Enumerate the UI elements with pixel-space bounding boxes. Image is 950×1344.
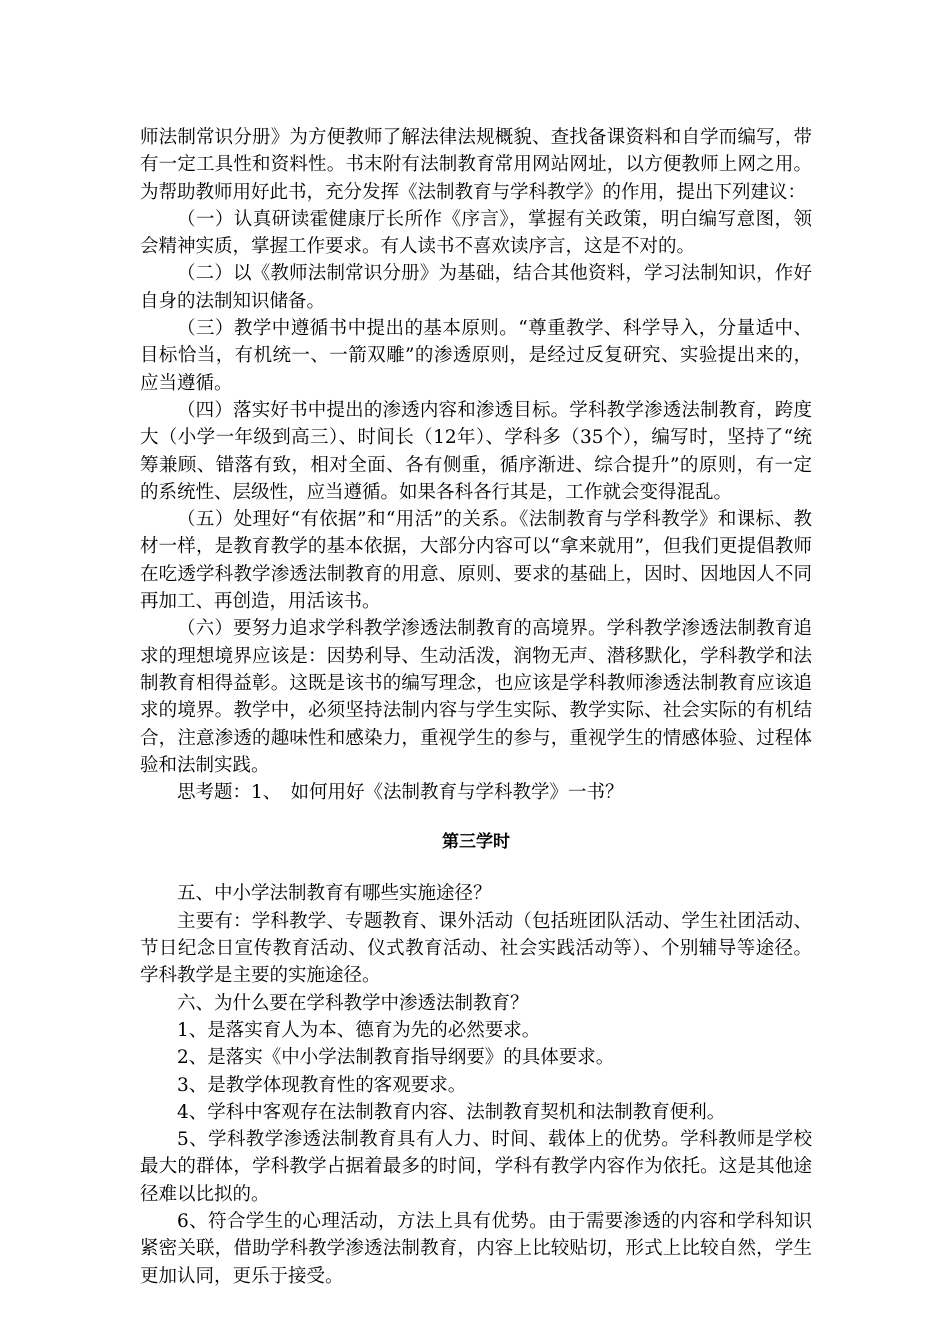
q6-item-5: 5、学科教学渗透法制教育具有人力、时间、载体上的优势。学科教师是学校最大的群体，学科教学占据着最多的时间，学科有教学内容作为依托。这是其他途径难以比拟的。 bbox=[140, 1129, 812, 1205]
section-title: 第三学时 bbox=[442, 832, 510, 853]
suggestion-2: （二）以《教师法制常识分册》为基础，结合其他资料，学习法制知识，作好自身的法制知识储备。 bbox=[140, 263, 812, 312]
q6-item-2: 2、是落实《中小学法制教育指导纲要》的具体要求。 bbox=[177, 1047, 615, 1069]
suggestion-1: （一）认真研读霍健康厅长所作《序言》，掌握有关政策，明白编写意图，领会精神实质，掌握工作要求。有人读书不喜欢读序言，这是不对的。 bbox=[140, 208, 812, 258]
intro-paragraph: 师法制常识分册》为方便教师了解法律法规概貌、查找备课资料和自学而编写，带有一定工具性和资料性。书末附有法制教育常用网站网址，以方便教师上网之用。为帮助教师用好此书，充分发挥《法制教育与学科教学》的作用，提出下列建议： bbox=[140, 127, 812, 203]
q6-item-4: 4、学科中客观存在法制教育内容、法制教育契机和法制教育便利。 bbox=[177, 1101, 726, 1123]
suggestion-3: （三）教学中遵循书中提出的基本原则。“尊重教学、科学导入，分量适中、目标恰当，有机统一、一箭双雕”的渗透原则，是经过反复研究、实验提出来的，应当遵循。 bbox=[140, 318, 812, 394]
q5-heading: 五、中小学法制教育有哪些实施途径？ bbox=[177, 883, 492, 905]
q6-item-6: 6、符合学生的心理活动，方法上具有优势。由于需要渗透的内容和学科知识紧密关联，借助学科教学渗透法制教育，内容上比较贴切，形式上比较自然，学生更加认同，更乐于接受。 bbox=[140, 1210, 812, 1287]
q6-item-1: 1、是落实育人为本、德育为先的必然要求。 bbox=[177, 1019, 541, 1041]
q5-answer: 主要有：学科教学、专题教育、课外活动（包括班团队活动、学生社团活动、节日纪念日宣传教育活动、仪式教育活动、社会实践活动等）、个别辅导等途径。学科教学是主要的实施途径。 bbox=[140, 910, 812, 987]
q6-heading: 六、为什么要在学科教学中渗透法制教育？ bbox=[177, 992, 529, 1014]
discussion-question: 思考题：1、 如何用好《法制教育与学科教学》一书？ bbox=[177, 782, 624, 804]
suggestion-5: （五）处理好“有依据”和“用活”的关系。《法制教育与学科教学》和课标、教材一样，是教育教学的基本依据，大部分内容可以“拿来就用”，但我们更提倡教师在吃透学科教学渗透法制教育的用意、原则、要求的基础上，因时、因地因人不同再加工、再创造，用活该书。 bbox=[140, 509, 812, 613]
q6-item-3: 3、是教学体现教育性的客观要求。 bbox=[177, 1074, 467, 1096]
suggestion-6: （六）要努力追求学科教学渗透法制教育的高境界。学科教学渗透法制教育追求的理想境界应该是：因势利导、生动活泼，润物无声、潜移默化，学科教学和法制教育相得益彰。这既是该书的编写理念，也应该是学科教师渗透法制教育应该追求的境界。教学中，必须坚持法制内容与学生实际、教学实际、社会实际的有机结合，注意渗透的趣味性和感染力，重视学生的参与，重视学生的情感体验、过程体验和法制实践。 bbox=[140, 618, 812, 776]
document-body bbox=[140, 124, 812, 1290]
suggestion-4: （四）落实好书中提出的渗透内容和渗透目标。学科教学渗透法制教育，跨度大（小学一年级到高三）、时间长（12年）、学科多（35个），编写时，坚持了“统筹兼顾、错落有致，相对全面、各有侧重，循序渐进、综合提升”的原则，有一定的系统性、层级性，应当遵循。如果各科各行其是，工作就会变得混乱。 bbox=[140, 399, 812, 503]
